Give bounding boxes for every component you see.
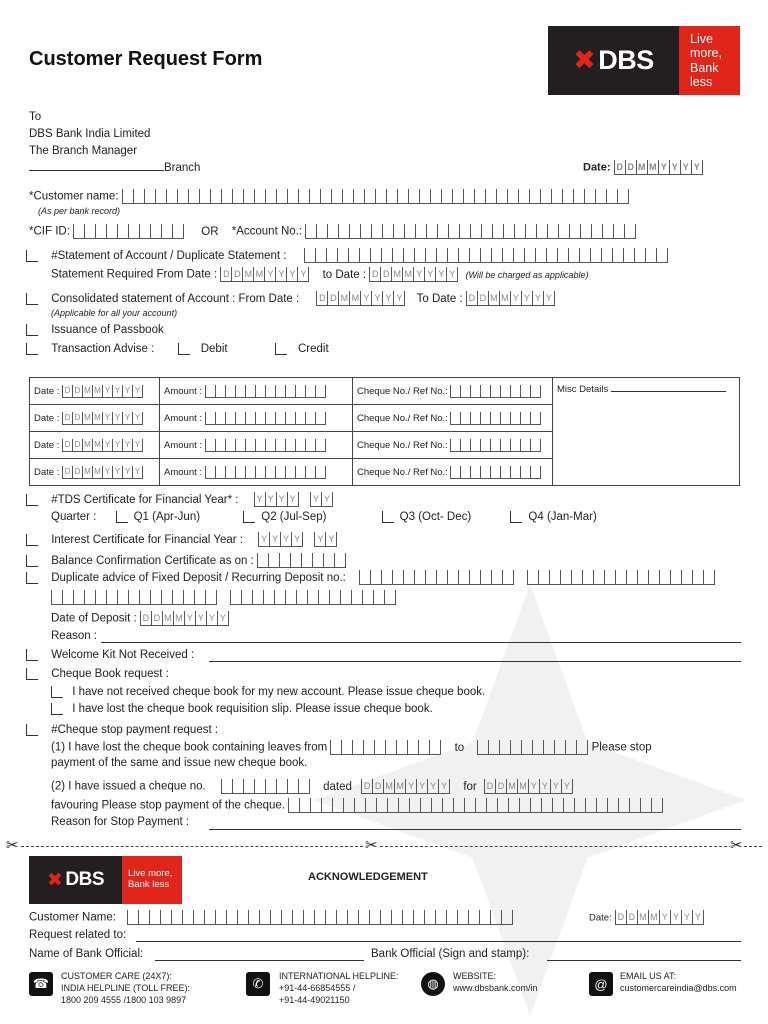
year-suffix-boxes[interactable]: Y Y xyxy=(314,532,337,547)
date-boxes[interactable]: D D M M Y Y Y Y xyxy=(361,779,450,794)
character-boxes[interactable] xyxy=(450,439,541,452)
tds-checkbox[interactable] xyxy=(26,494,38,506)
ack-official-name-label: Name of Bank Official: xyxy=(29,948,144,960)
character-boxes[interactable] xyxy=(330,740,441,755)
ack-request-label: Request related to: xyxy=(29,929,127,941)
cheque-book-checkbox[interactable] xyxy=(26,668,38,680)
stop-payment-checkbox[interactable] xyxy=(26,724,38,736)
character-boxes[interactable] xyxy=(122,189,629,204)
tds-row[interactable]: #TDS Certificate for Financial Year* : Y Y Y Y Y Y xyxy=(26,492,333,507)
statement-dates[interactable]: Statement Required From Date : D D M M Y Y Y Y to Date : D D M M Y Y Y Y (Will be charged as applicable) xyxy=(51,268,589,281)
character-boxes[interactable] xyxy=(477,740,588,755)
character-boxes[interactable] xyxy=(73,224,184,239)
tx-cheque-cell[interactable]: Cheque No./ Ref No.: xyxy=(353,459,553,486)
stop-reason-line[interactable] xyxy=(209,829,741,830)
date-boxes[interactable]: D D M M Y Y Y Y xyxy=(140,611,229,626)
ack-official-name-line[interactable] xyxy=(155,960,364,961)
reason-line[interactable] xyxy=(101,642,741,643)
character-boxes[interactable] xyxy=(305,224,636,239)
date-boxes[interactable]: D D M M Y Y Y Y xyxy=(62,385,143,398)
scissors-icon: ✂ xyxy=(6,837,19,854)
q3-checkbox[interactable] xyxy=(382,511,394,523)
consolidated-checkbox[interactable] xyxy=(26,293,38,305)
credit-checkbox[interactable] xyxy=(275,343,287,355)
tx-amount-cell[interactable]: Amount : xyxy=(160,432,353,459)
stop-reason-label: Reason for Stop Payment : xyxy=(51,816,190,828)
year-boxes[interactable]: Y Y Y Y xyxy=(258,532,303,547)
welcome-kit-checkbox[interactable] xyxy=(26,649,38,661)
character-boxes[interactable] xyxy=(205,439,326,452)
page-title: Customer Request Form xyxy=(29,48,263,70)
footer-customer-care: CUSTOMER CARE (24X7): INDIA HELPLINE (TOLL FREE): 1800 209 4555 /1800 103 9897 xyxy=(61,971,191,1005)
statement-checkbox[interactable] xyxy=(26,250,38,262)
stop-payment-row[interactable]: #Cheque stop payment request : xyxy=(26,724,218,736)
date-boxes[interactable]: D D M M Y Y Y Y xyxy=(62,412,143,425)
character-boxes[interactable] xyxy=(288,798,663,813)
tx-amount-cell[interactable]: Amount : xyxy=(160,459,353,486)
scissors-icon: ✂ xyxy=(730,837,743,854)
character-boxes[interactable] xyxy=(450,385,541,398)
date-boxes[interactable]: D D M M Y Y Y Y xyxy=(466,291,555,306)
advise-checkbox[interactable] xyxy=(26,343,38,355)
deposit-date-row[interactable]: Date of Deposit : D D M M Y Y Y Y xyxy=(51,611,229,626)
footer-email[interactable]: EMAIL US AT: customercareindia@dbs.com xyxy=(620,971,737,993)
date-boxes[interactable]: D D M M Y Y Y Y xyxy=(316,291,405,306)
footer-website[interactable]: WEBSITE: www.dbsbank.com/in xyxy=(453,971,538,993)
cheque-book-row[interactable]: Cheque Book request : xyxy=(26,668,169,680)
advise-row[interactable]: Transaction Advise : Debit Credit xyxy=(26,343,329,355)
passbook-row[interactable]: Issuance of Passbook xyxy=(26,324,164,336)
transaction-row xyxy=(30,378,740,405)
address-to: To xyxy=(29,111,42,123)
ack-customer-name-row[interactable]: Customer Name: xyxy=(29,910,513,925)
character-boxes[interactable] xyxy=(359,570,514,585)
character-boxes[interactable] xyxy=(304,248,668,263)
stop-lost-row[interactable]: (1) I have lost the cheque book containing leaves from to Please stop xyxy=(51,741,652,754)
date-boxes[interactable]: D D M M Y Y Y Y xyxy=(369,267,458,282)
character-boxes[interactable] xyxy=(205,385,326,398)
tx-date-cell[interactable]: Date : D D M M Y Y Y Y xyxy=(30,459,160,486)
tx-cheque-cell[interactable]: Cheque No./ Ref No.: xyxy=(353,405,553,432)
customer-name-note: (As per bank record) xyxy=(38,206,121,216)
tx-cheque-cell[interactable]: Cheque No./ Ref No.: xyxy=(353,432,553,459)
globe-icon: ◍ xyxy=(421,972,445,996)
character-boxes[interactable] xyxy=(527,570,715,585)
tx-date-cell[interactable]: Date : D D M M Y Y Y Y xyxy=(30,432,160,459)
character-boxes[interactable] xyxy=(221,779,310,794)
duplicate-fd-checkbox[interactable] xyxy=(26,572,38,584)
ack-title: ACKNOWLEDGEMENT xyxy=(308,871,428,883)
address-manager: The Branch Manager xyxy=(29,145,138,157)
consolidated-row[interactable]: Consolidated statement of Account : From Date : D D M M Y Y Y Y To Date : D D M M Y Y Y Y xyxy=(26,291,555,306)
interest-row[interactable]: Interest Certificate for Financial Year : Y Y Y Y Y Y xyxy=(26,532,337,547)
interest-checkbox[interactable] xyxy=(26,534,38,546)
cif-account-row[interactable]: *CIF ID: OR *Account No.: xyxy=(29,224,636,239)
character-boxes[interactable] xyxy=(205,466,326,479)
scissors-icon: ✂ xyxy=(365,837,378,854)
year-boxes[interactable]: Y Y Y Y xyxy=(254,492,299,507)
debit-checkbox[interactable] xyxy=(178,343,190,355)
welcome-kit-row[interactable]: Welcome Kit Not Received : xyxy=(26,649,194,661)
character-boxes[interactable] xyxy=(230,590,396,605)
character-boxes[interactable] xyxy=(450,412,541,425)
ack-date-row[interactable]: Date: D D M M Y Y Y Y xyxy=(589,910,704,925)
tx-misc-cell[interactable]: Misc Details xyxy=(553,378,740,486)
dbs-star-icon: ✖ xyxy=(573,45,596,75)
character-boxes[interactable] xyxy=(450,466,541,479)
tx-amount-cell[interactable]: Amount : xyxy=(160,378,353,405)
year-suffix-boxes[interactable]: Y Y xyxy=(310,492,333,507)
tx-date-cell[interactable]: Date : D D M M Y Y Y Y xyxy=(30,378,160,405)
footer-international: INTERNATIONAL HELPLINE: +91-44-66854555 / +91-44-49021150 xyxy=(279,971,399,1005)
q4-checkbox[interactable] xyxy=(510,511,522,523)
balance-row[interactable]: Balance Confirmation Certificate as on : xyxy=(26,553,346,568)
customer-name-field[interactable]: *Customer name: xyxy=(29,189,629,204)
date-boxes[interactable]: D D M M Y Y Y Y xyxy=(484,779,573,794)
date-field[interactable]: Date: D D M M Y Y Y Y xyxy=(583,160,703,175)
transaction-table xyxy=(29,377,740,486)
ack-dbs-logo: ✖ DBS Live more, Bank less xyxy=(29,856,182,904)
duplicate-fd-row-2[interactable] xyxy=(51,590,396,605)
date-boxes[interactable]: D D M M Y Y Y Y xyxy=(62,466,143,479)
statement-row[interactable]: #Statement of Account / Duplicate Statement : xyxy=(26,248,668,263)
stop-issued-row[interactable]: (2) I have issued a cheque no. dated D D M M Y Y Y Y for D D M M Y Y Y Y xyxy=(51,779,573,794)
date-boxes[interactable]: D D M M Y Y Y Y xyxy=(614,160,703,175)
q1-checkbox[interactable] xyxy=(116,511,128,523)
welcome-kit-line[interactable] xyxy=(209,661,741,662)
cut-line xyxy=(6,846,762,847)
tx-amount-cell[interactable]: Amount : xyxy=(160,405,353,432)
character-boxes[interactable] xyxy=(51,590,217,605)
tx-date-cell[interactable]: Date : D D M M Y Y Y Y xyxy=(30,405,160,432)
cheque-book-option-2[interactable]: I have lost the cheque book requisition slip. Please issue cheque book. xyxy=(51,703,433,715)
consolidated-note: (Applicable for all your account) xyxy=(51,308,178,318)
quarter-row[interactable]: Quarter : Q1 (Apr-Jun) Q2 (Jul-Sep) Q3 (Oct- Dec) Q4 (Jan-Mar) xyxy=(51,511,597,524)
passbook-checkbox[interactable] xyxy=(26,324,38,336)
favouring-row[interactable]: favouring Please stop payment of the cheque. xyxy=(51,798,663,813)
character-boxes[interactable] xyxy=(257,553,346,568)
q2-checkbox[interactable] xyxy=(243,511,255,523)
tx-cheque-cell[interactable]: Cheque No./ Ref No.: xyxy=(353,378,553,405)
ack-official-sign-line[interactable] xyxy=(547,960,741,961)
date-boxes[interactable]: D D M M Y Y Y Y xyxy=(62,439,143,452)
balance-checkbox[interactable] xyxy=(26,555,38,567)
date-boxes[interactable]: D D M M Y Y Y Y xyxy=(220,267,309,282)
branch-field[interactable]: Branch xyxy=(29,162,200,174)
duplicate-fd-row[interactable]: Duplicate advice of Fixed Deposit / Recurring Deposit no.: xyxy=(26,570,715,585)
character-boxes[interactable] xyxy=(205,412,326,425)
dbs-star-icon: ✖ xyxy=(46,869,63,891)
stop-lost-suffix: payment of the same and issue new cheque book. xyxy=(51,757,308,769)
cheque-book-option-1[interactable]: I have not received cheque book for my new account. Please issue cheque book. xyxy=(51,686,485,698)
ack-official-sign-label: Bank Official (Sign and stamp): xyxy=(371,948,530,960)
character-boxes[interactable] xyxy=(127,910,513,925)
ack-request-line[interactable] xyxy=(136,941,741,942)
address-bank: DBS Bank India Limited xyxy=(29,128,151,140)
dbs-logo: ✖ DBS Live more, Bank less xyxy=(548,26,740,95)
phone-icon: ☎ xyxy=(29,972,53,996)
at-icon: @ xyxy=(589,972,613,996)
date-boxes[interactable]: D D M M Y Y Y Y xyxy=(615,910,704,925)
globe-phone-icon: ✆ xyxy=(246,972,270,996)
reason-label: Reason : xyxy=(51,630,98,642)
